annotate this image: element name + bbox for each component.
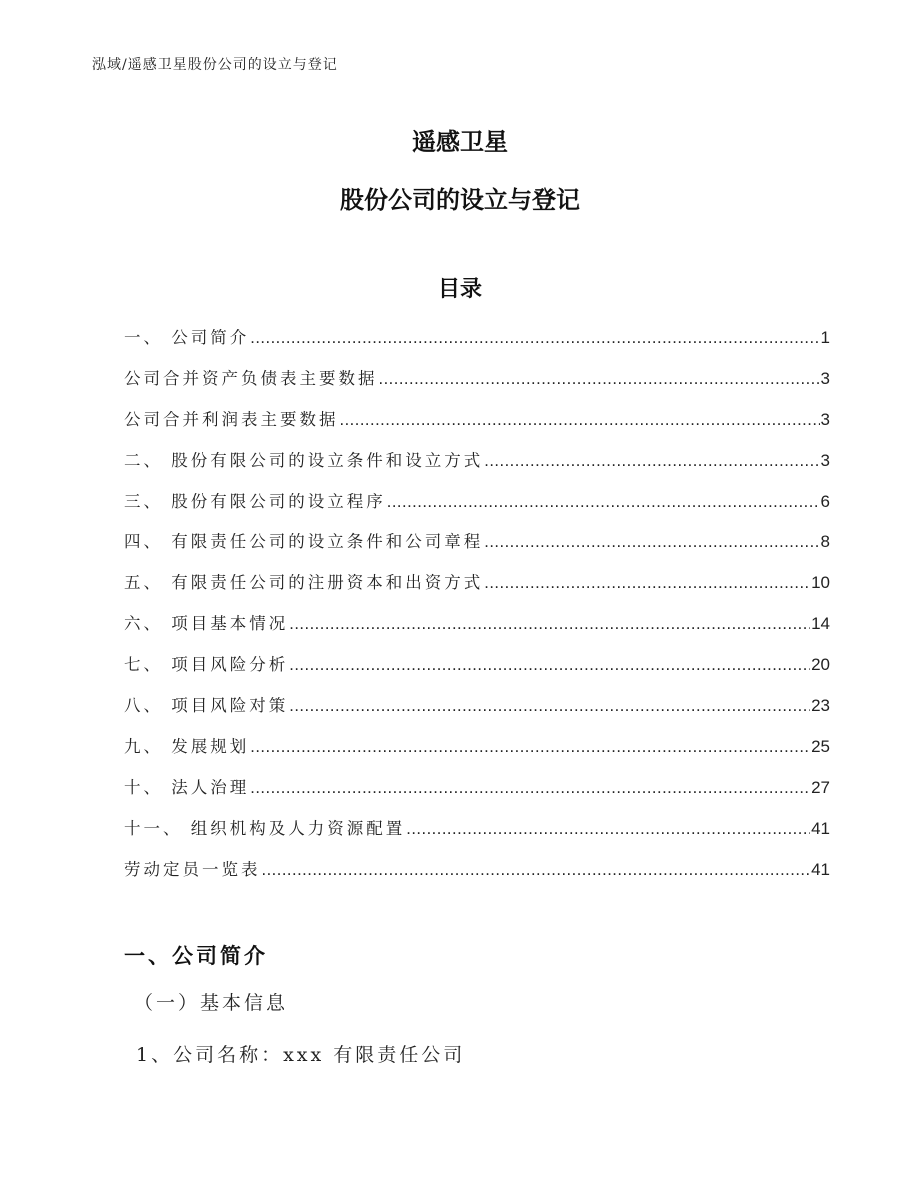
toc-dot-leader	[250, 738, 810, 757]
toc-entry-page: 6	[820, 491, 830, 511]
toc-entry-label: 十一、 组织机构及人力资源配置	[124, 818, 406, 838]
toc-entry[interactable]	[124, 692, 830, 733]
toc-entry-label: 二、 股份有限公司的设立条件和设立方式	[124, 450, 484, 470]
toc-entry[interactable]	[124, 856, 830, 897]
toc-entry-label: 一、 公司简介	[124, 328, 250, 347]
toc-entry-page: 14	[811, 614, 830, 634]
toc-entry[interactable]	[124, 774, 830, 815]
toc-entry-page: 3	[820, 450, 830, 470]
running-header: 泓域/遥感卫星股份公司的设立与登记	[92, 57, 338, 73]
toc-entry-page: 41	[811, 818, 830, 838]
body-paragraph: 1、公司名称：xxx 有限责任公司	[136, 1044, 466, 1066]
toc-heading: 目录	[437, 277, 482, 302]
toc-entry[interactable]	[124, 815, 830, 856]
toc-entry-label: 四、 有限责任公司的设立条件和公司章程	[124, 532, 484, 552]
toc-dot-leader	[484, 574, 810, 593]
toc-entry-page: 23	[811, 696, 830, 716]
toc-entry-page: 41	[811, 859, 830, 879]
toc-entry-label: 三、 股份有限公司的设立程序	[124, 491, 386, 511]
section-heading: 一、公司简介	[124, 944, 268, 968]
toc-dot-leader	[387, 493, 820, 512]
toc-entry-page: 3	[820, 368, 830, 388]
toc-entry[interactable]	[124, 406, 830, 447]
toc-entry[interactable]	[124, 324, 830, 365]
toc-dot-leader	[379, 370, 820, 389]
toc-entry[interactable]	[124, 528, 830, 569]
toc-entry[interactable]	[124, 365, 830, 406]
toc-dot-leader	[484, 452, 819, 471]
toc-dot-leader	[262, 861, 811, 880]
toc-dot-leader	[250, 329, 819, 348]
toc-entry-label: 八、 项目风险对策	[124, 696, 289, 716]
toc-dot-leader	[289, 615, 810, 634]
toc-dot-leader	[289, 656, 810, 675]
toc-dot-leader	[250, 779, 810, 798]
table-of-contents	[124, 324, 830, 896]
toc-entry-label: 劳动定员一览表	[124, 859, 261, 879]
toc-entry-label: 五、 有限责任公司的注册资本和出资方式	[124, 573, 484, 593]
toc-entry[interactable]	[124, 651, 830, 692]
toc-entry-page: 10	[811, 573, 830, 593]
toc-dot-leader	[484, 533, 819, 552]
toc-entry-label: 公司合并资产负债表主要数据	[124, 368, 378, 388]
toc-entry[interactable]	[124, 569, 830, 610]
toc-dot-leader	[289, 697, 810, 716]
toc-entry-page: 27	[811, 777, 830, 797]
toc-entry-page: 3	[820, 409, 830, 429]
document-title-line2: 股份公司的设立与登记	[340, 186, 580, 214]
toc-entry-page: 20	[811, 655, 830, 675]
toc-dot-leader	[406, 820, 810, 839]
toc-entry[interactable]	[124, 447, 830, 488]
toc-entry[interactable]	[124, 733, 830, 774]
toc-entry[interactable]	[124, 610, 830, 651]
toc-entry-label: 十、 法人治理	[124, 777, 250, 797]
toc-entry-page: 25	[811, 736, 830, 756]
toc-entry-label: 公司合并利润表主要数据	[124, 409, 339, 429]
toc-dot-leader	[340, 411, 820, 430]
document-title-line1: 遥感卫星	[412, 128, 508, 156]
subsection-heading: （一）基本信息	[134, 992, 289, 1014]
toc-entry-label: 九、 发展规划	[124, 736, 250, 756]
toc-entry-label: 七、 项目风险分析	[124, 655, 289, 675]
toc-entry-page: 1	[820, 328, 830, 347]
toc-entry-label: 六、 项目基本情况	[124, 614, 289, 634]
toc-entry-page: 8	[820, 532, 830, 552]
toc-entry[interactable]	[124, 488, 830, 529]
